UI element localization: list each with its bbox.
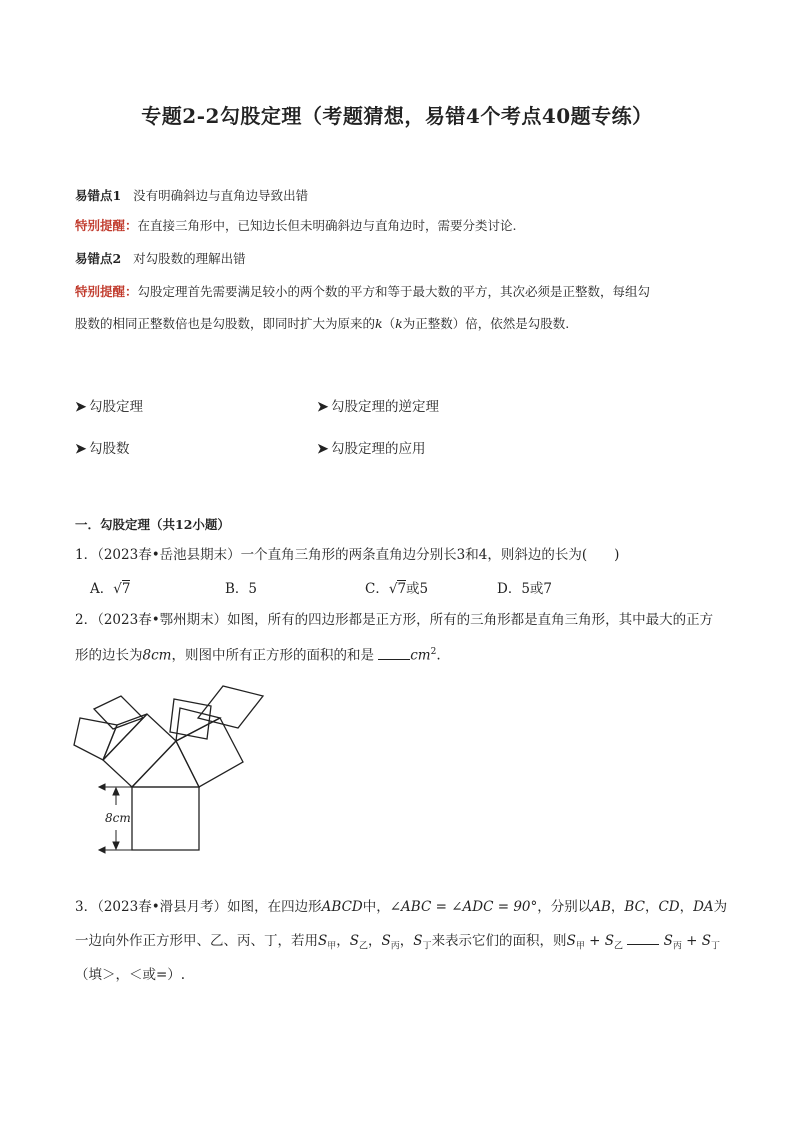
k-var: k [375, 316, 383, 331]
sqrt-icon: √ [113, 581, 122, 597]
question-2-line2: 形的边长为8cm，则图中所有正方形的面积的和是 $cm^2$. [75, 647, 441, 664]
triangle-main [132, 741, 199, 787]
option-c: C．√7或5 [365, 581, 429, 597]
square-left-1 [74, 718, 117, 760]
page-title: 专题2-2勾股定理（考题猜想，易错4个考点40题专练） [141, 104, 653, 128]
keypoint-label: 勾股数 [89, 441, 130, 457]
keypoint-label: 勾股定理 [89, 399, 143, 415]
error-point-1 [75, 187, 308, 205]
tip-text-2c: （ [382, 316, 396, 331]
tip-text-1: 在直接三角形中，已知边长但未明确斜边与直角边时，需要分类讨论. [137, 218, 517, 233]
question-1: 1．（2023春•岳池县期末）一个直角三角形的两条直角边分别长3和4，则斜边的长为( ) [75, 547, 620, 563]
tip-label-1: 特别提醒： [75, 218, 138, 233]
right-triangle [176, 708, 220, 741]
error-text-2: 对勾股数的理解出错 [133, 251, 246, 266]
error-tip-1 [75, 217, 517, 235]
keypoint-2 [317, 395, 439, 415]
option-a: A．√7 [90, 581, 131, 597]
pythagoras-tree-figure [70, 670, 270, 855]
error-text-1: 没有明确斜边与直角边导致出错 [133, 188, 309, 203]
option-b: B．5 [225, 581, 258, 597]
tip-text-2b: 股数的相同正整数倍也是勾股数，即同时扩大为原来的 [75, 316, 376, 331]
answer-blank[interactable] [378, 647, 410, 660]
tip-text-2d: 为正整数）倍，依然是勾股数. [402, 316, 570, 331]
question-3-line1: 3．（2023春•滑县月考）如图，在四边形ABCD中，∠ABC = ∠ADC = 90°，分别以AB，BC，CD，DA为 [75, 899, 728, 915]
radicand: 7 [397, 581, 407, 597]
keypoint-3 [75, 437, 130, 457]
option-d: D．5或7 [497, 581, 553, 597]
left-triangle [103, 714, 147, 760]
square-tr-2 [198, 686, 263, 728]
angle-expression: ∠ABC = ∠ADC = 90° [389, 899, 538, 915]
arrow-icon: ➤ [317, 399, 329, 415]
error-tip-2 [75, 283, 725, 301]
question-3-line3: （填＞，＜或=）. [75, 967, 186, 983]
answer-blank-q3[interactable] [627, 932, 659, 945]
arrow-icon: ➤ [75, 441, 87, 457]
keypoint-label: 勾股定理的逆定理 [331, 399, 439, 415]
keypoint-4 [317, 437, 426, 457]
radicand: 7 [121, 581, 131, 597]
error-label-1: 易错点1 [75, 188, 122, 203]
sqrt-icon: √ [388, 581, 398, 597]
keypoint-label: 勾股定理的应用 [331, 441, 426, 457]
arrow-icon: ➤ [75, 399, 87, 415]
large-square [132, 787, 199, 850]
length-value: 8cm [142, 647, 172, 664]
tip-label-2: 特别提醒： [75, 284, 138, 299]
error-tip-2-line2 [75, 315, 569, 333]
k-var-2: k [395, 316, 403, 331]
unit: cm [410, 647, 431, 664]
keypoint-1 [75, 395, 143, 415]
error-point-2 [75, 250, 246, 268]
question-3-line2: 一边向外作正方形甲、乙、丙、丁，若用$S_甲$，$S_乙$，$S_丙$，$S_丁$来表示它们的面积，则$S_甲 + S_乙$ $S_丙 + S_丁$ [75, 933, 721, 952]
error-label-2: 易错点2 [75, 251, 122, 266]
question-2-line1: 2．（2023春•鄂州期末）如图，所有的四边形都是正方形，所有的三角形都是直角三角形，其中最大的正方 [75, 612, 714, 628]
right-square [176, 718, 243, 787]
dimension-label: 8cm [105, 811, 131, 825]
arrow-icon: ➤ [317, 441, 329, 457]
section-heading: 一．勾股定理（共12小题） [75, 517, 230, 532]
tip-text-2a: 勾股定理首先需要满足较小的两个数的平方和等于最大数的平方，其次必须是正整数，每组勾 [137, 284, 651, 299]
